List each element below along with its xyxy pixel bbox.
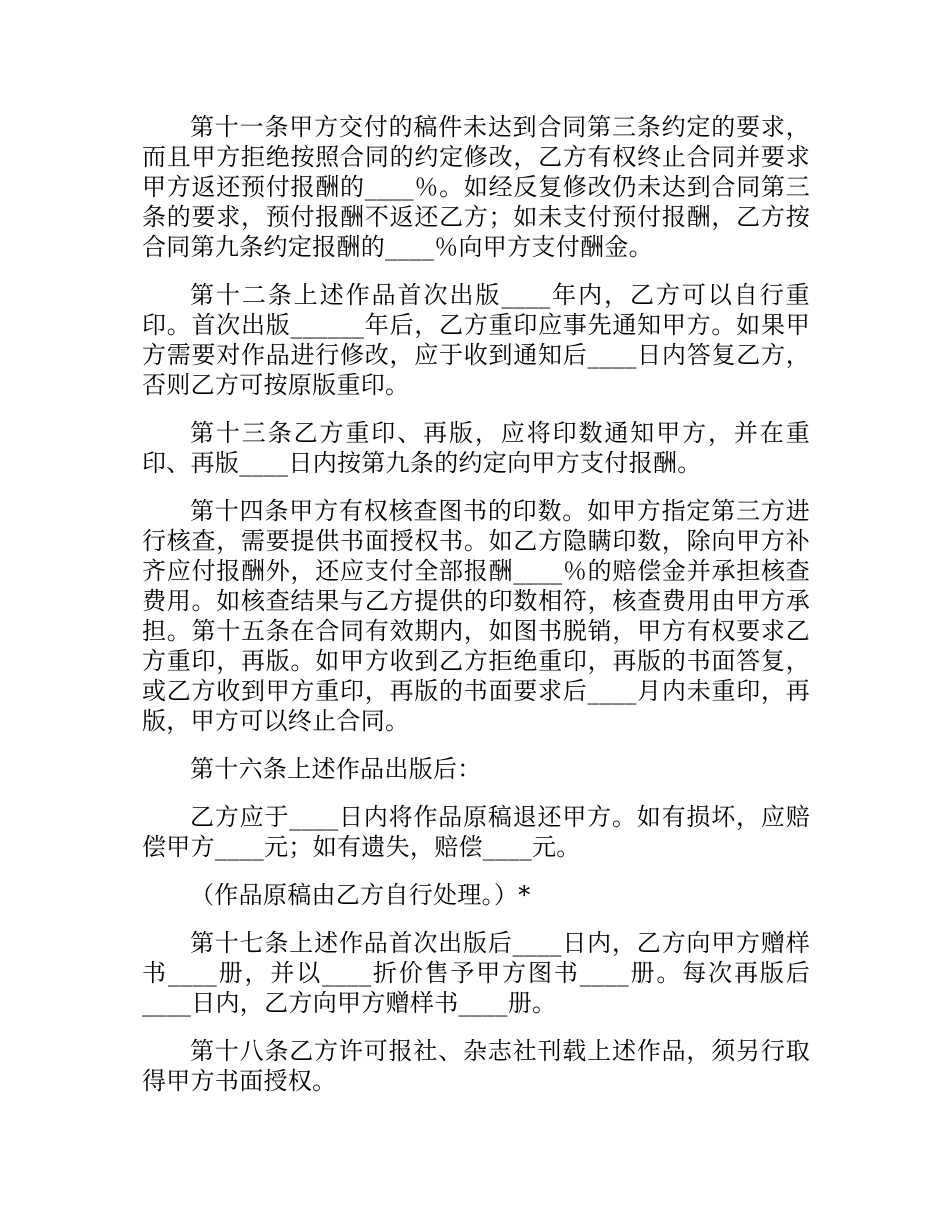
paragraph-article-11: 第十一条甲方交付的稿件未达到合同第三条约定的要求，而且甲方拒绝按照合同的约定修改，乙方有权终止合同并要求甲方返还预付报酬的____％。如经反复修改仍未达到合同第三条的要求，预付报酬不返还乙方；如未支付预付报酬，乙方按合同第九条约定报酬的____％向甲方支付酬金。 [142, 113, 810, 261]
paragraph-article-16-clause-return: 乙方应于____日内将作品原稿退还甲方。如有损坏，应赔偿甲方____元；如有遗失，赔偿____元。 [142, 803, 810, 861]
paragraph-article-16: 第十六条上述作品出版后： [190, 755, 482, 783]
paragraph-article-17: 第十七条上述作品首次出版后____日内，乙方向甲方赠样书____册，并以____折价售予甲方图书____册。每次再版后____日内，乙方向甲方赠样书____册。 [142, 929, 810, 1017]
document-body [142, 112, 810, 1096]
paragraph-article-14-15: 第十四条甲方有权核查图书的印数。如甲方指定第三方进行核查，需要提供书面授权书。如乙方隐瞒印数，除向甲方补齐应付报酬外，还应支付全部报酬____％的赔偿金并承担核查费用。如核查结果与乙方提供的印数相符，核查费用由甲方承担。第十五条在合同有效期内，如图书脱销，甲方有权要求乙方重印，再版。如甲方收到乙方拒绝重印，再版的书面答复，或乙方收到甲方重印，再版的书面要求后____月内未重印，再版，甲方可以终止合同。 [142, 497, 810, 735]
paragraph-article-18: 第十八条乙方许可报社、杂志社刊载上述作品，须另行取得甲方书面授权。 [142, 1037, 810, 1095]
paragraph-article-13: 第十三条乙方重印、再版，应将印数通知甲方，并在重印、再版____日内按第九条的约定向甲方支付报酬。 [142, 419, 810, 477]
paragraph-article-12: 第十二条上述作品首次出版____年内，乙方可以自行重印。首次出版______年后，乙方重印应事先通知甲方。如果甲方需要对作品进行修改，应于收到通知后____日内答复乙方，否则乙方可按原版重印。 [142, 281, 810, 399]
paragraph-article-16-clause-alt: （作品原稿由乙方自行处理。）* [190, 881, 531, 909]
